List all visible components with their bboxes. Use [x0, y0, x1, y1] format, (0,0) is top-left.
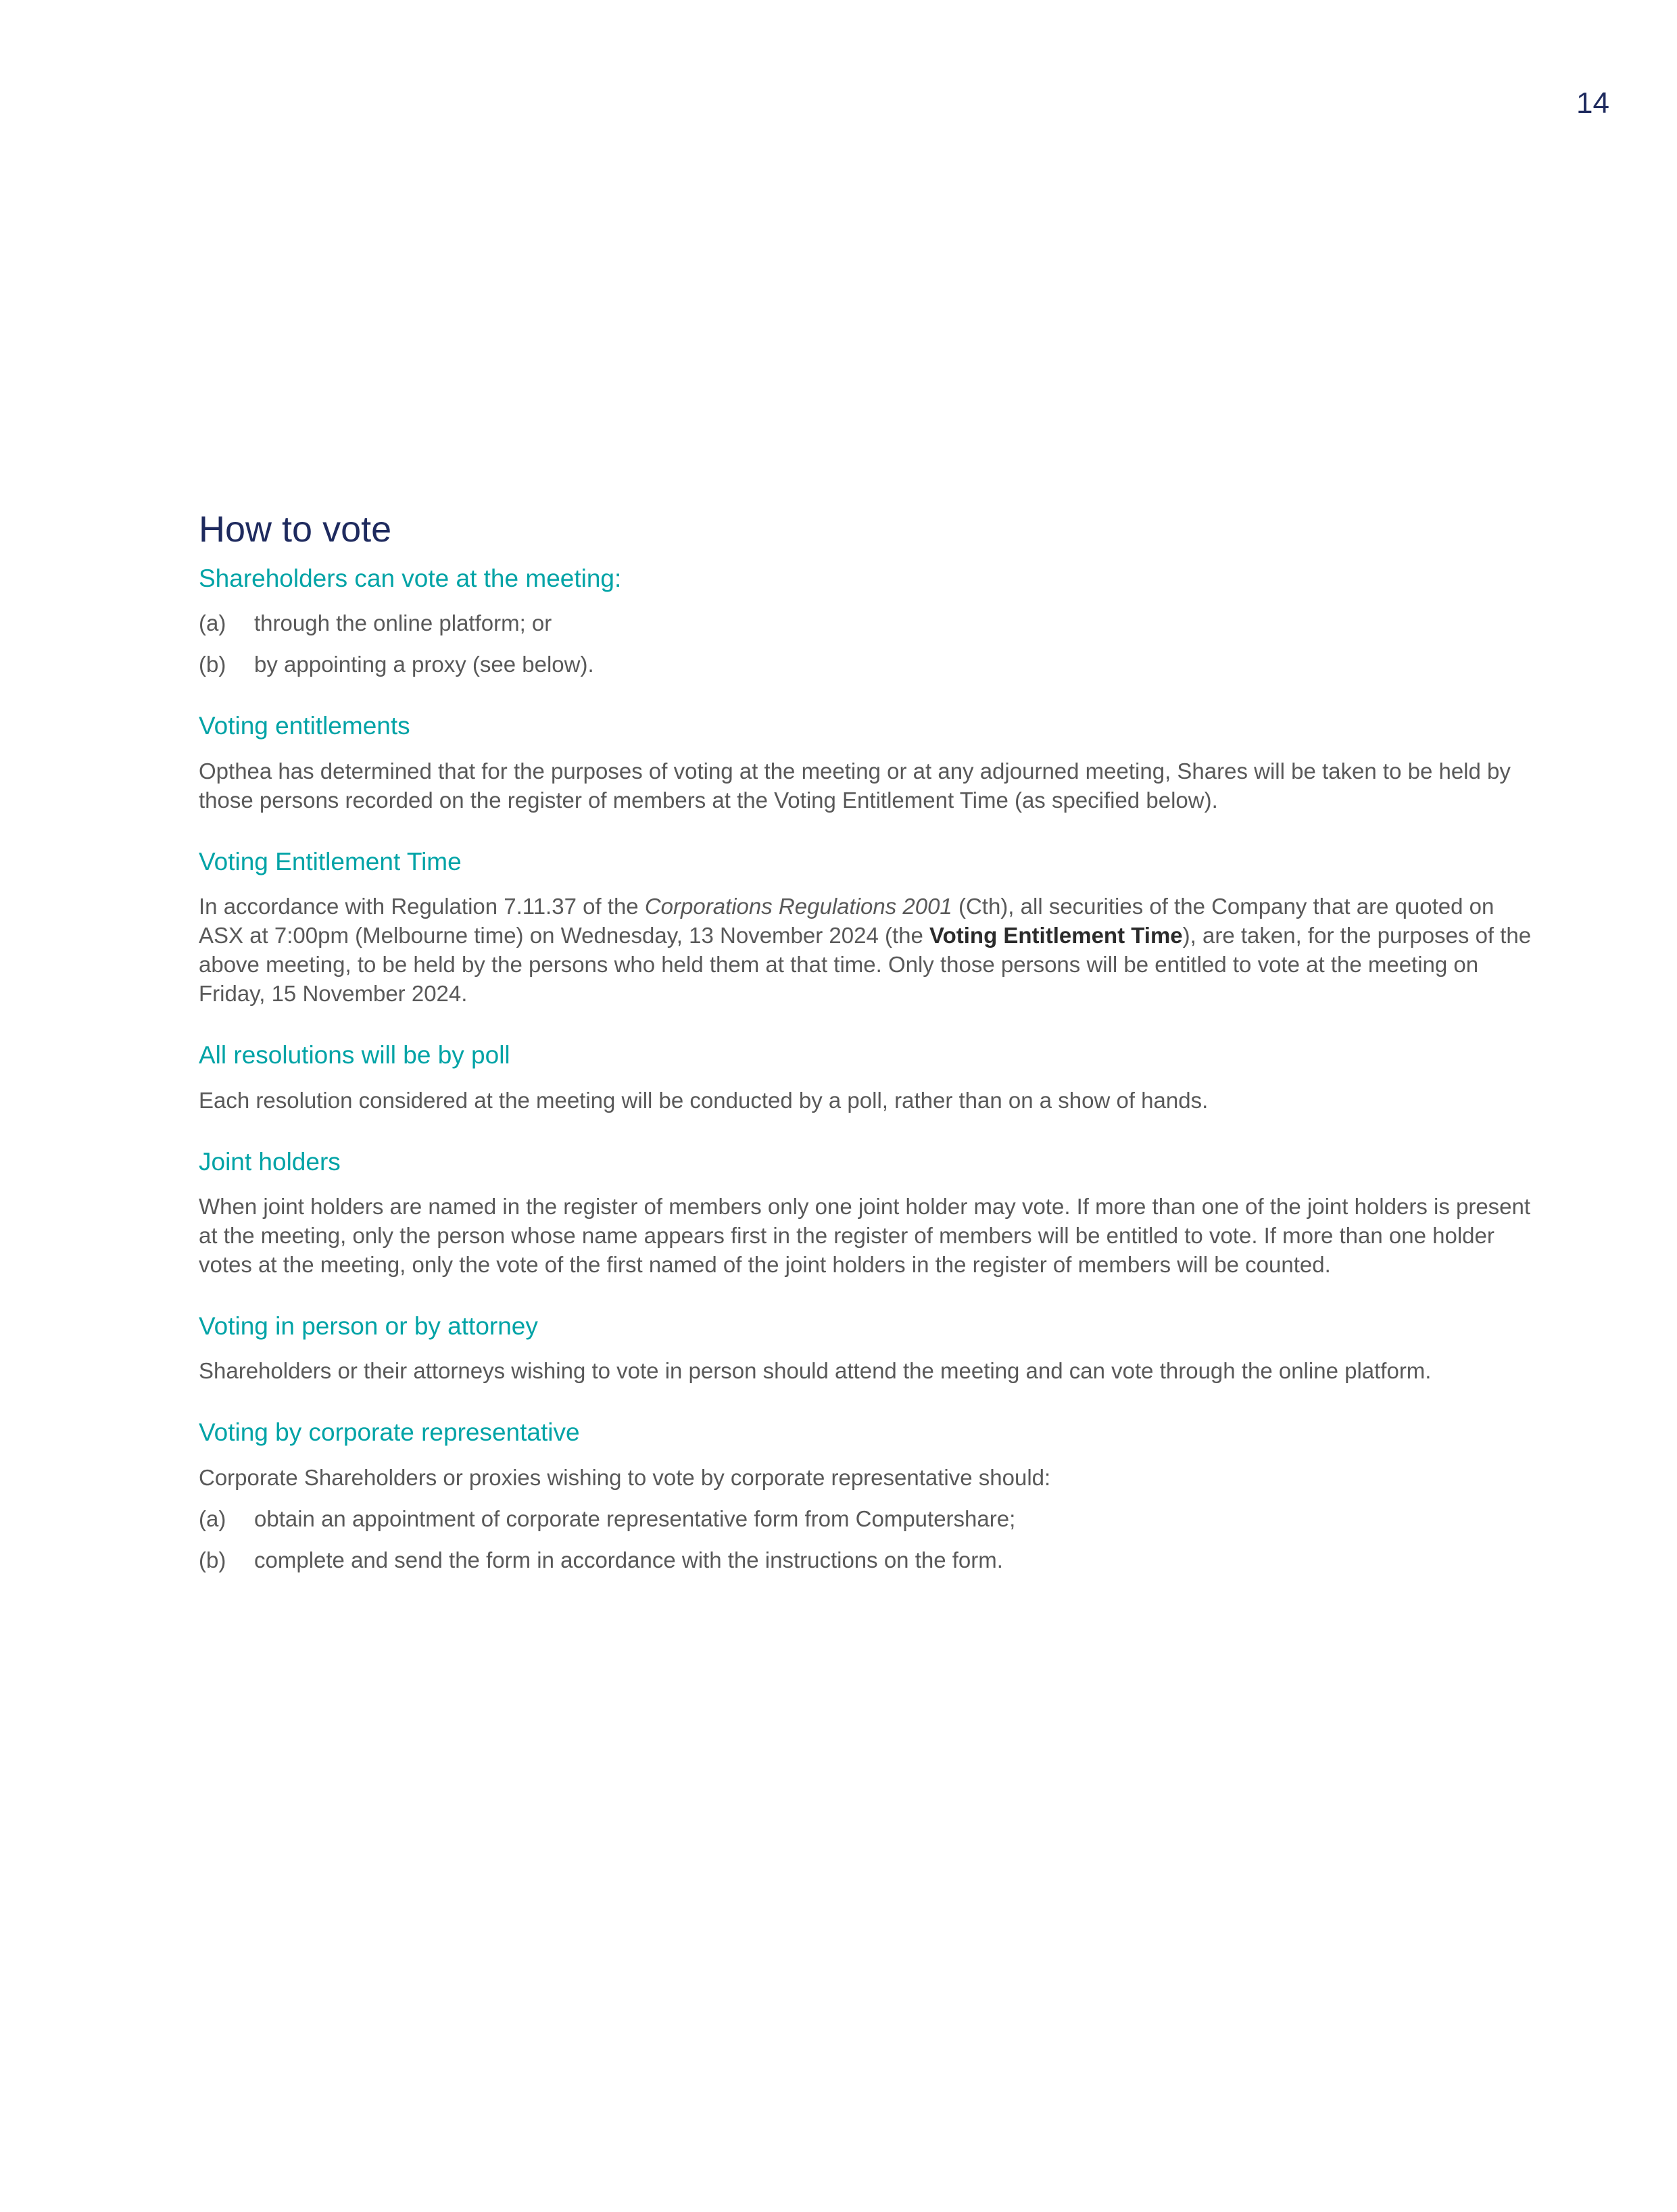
paragraph-corporate-representative: Corporate Shareholders or proxies wishing to vote by corporate representative should:	[199, 1464, 1051, 1490]
text-span: (Cth), all securities of the Company that are quoted on ASX at 7:00pm (Melbourne time) on Wednesday, 13 November 2024 (the	[199, 894, 1494, 948]
section-in-person	[199, 1312, 1537, 1385]
section-meeting	[199, 564, 1537, 679]
list-marker: (a)	[199, 610, 226, 636]
text-span: ), are taken, for the purposes of the above meeting, to be held by the persons who held them at that time. Only those persons will be entitled to vote at the meeting on Friday, 15 November 2024.	[199, 923, 1532, 1007]
list-item	[199, 650, 1537, 679]
section-joint-holders	[199, 1147, 1537, 1279]
paragraph-voting-entitlement-time	[199, 892, 1537, 1008]
list-marker: (b)	[199, 652, 226, 677]
list-text: obtain an appointment of corporate representative form from Computershare;	[254, 1506, 1016, 1531]
list-item	[199, 608, 1537, 638]
list-marker: (a)	[199, 1506, 226, 1531]
section-heading-poll: All resolutions will be by poll	[199, 1041, 510, 1069]
paragraph-voting-entitlements: Opthea has determined that for the purposes of voting at the meeting or at any adjourned meeting, Shares will be taken to be held by those persons recorded on the register of members at the Voting Entitlement Time (as specified below).	[199, 758, 1511, 813]
regulation-title: Corporations Regulations 2001	[644, 894, 952, 919]
section-corporate-representative	[199, 1418, 1537, 1574]
section-heading-joint-holders: Joint holders	[199, 1147, 341, 1176]
section-heading-in-person: Voting in person or by attorney	[199, 1312, 538, 1341]
page-number: 14	[1576, 87, 1609, 120]
list-item	[199, 1545, 1537, 1574]
list-text: complete and send the form in accordance with the instructions on the form.	[254, 1547, 1003, 1572]
paragraph-joint-holders: When joint holders are named in the register of members only one joint holder may vote. If more than one of the joint holders is present at the meeting, only the person whose name appears first in the register of members will be entitled to vote. If more than one holder votes at the meeting, only the vote of the first named of the joint holders in the register of members will be counted.	[199, 1194, 1531, 1278]
section-voting-entitlements	[199, 711, 1537, 814]
list-text: by appointing a proxy (see below).	[254, 652, 594, 677]
list-item	[199, 1504, 1537, 1533]
section-voting-entitlement-time	[199, 847, 1537, 1008]
list-marker: (b)	[199, 1547, 226, 1572]
list-text: through the online platform; or	[254, 610, 552, 636]
defined-term: Voting Entitlement Time	[929, 923, 1183, 948]
section-poll	[199, 1040, 1537, 1114]
page-title: How to vote	[199, 509, 392, 550]
section-heading-voting-entitlement-time: Voting Entitlement Time	[199, 847, 462, 875]
section-heading-corporate-representative: Voting by corporate representative	[199, 1418, 580, 1447]
text-span: In accordance with Regulation 7.11.37 of the	[199, 894, 645, 919]
paragraph-poll: Each resolution considered at the meeting will be conducted by a poll, rather than on a show of hands.	[199, 1087, 1209, 1113]
section-heading-meeting: Shareholders can vote at the meeting:	[199, 564, 622, 593]
paragraph-in-person: Shareholders or their attorneys wishing to vote in person should attend the meeting and can vote through the online platform.	[199, 1358, 1432, 1384]
document-body	[199, 508, 1537, 1607]
section-heading-voting-entitlements: Voting entitlements	[199, 712, 410, 740]
